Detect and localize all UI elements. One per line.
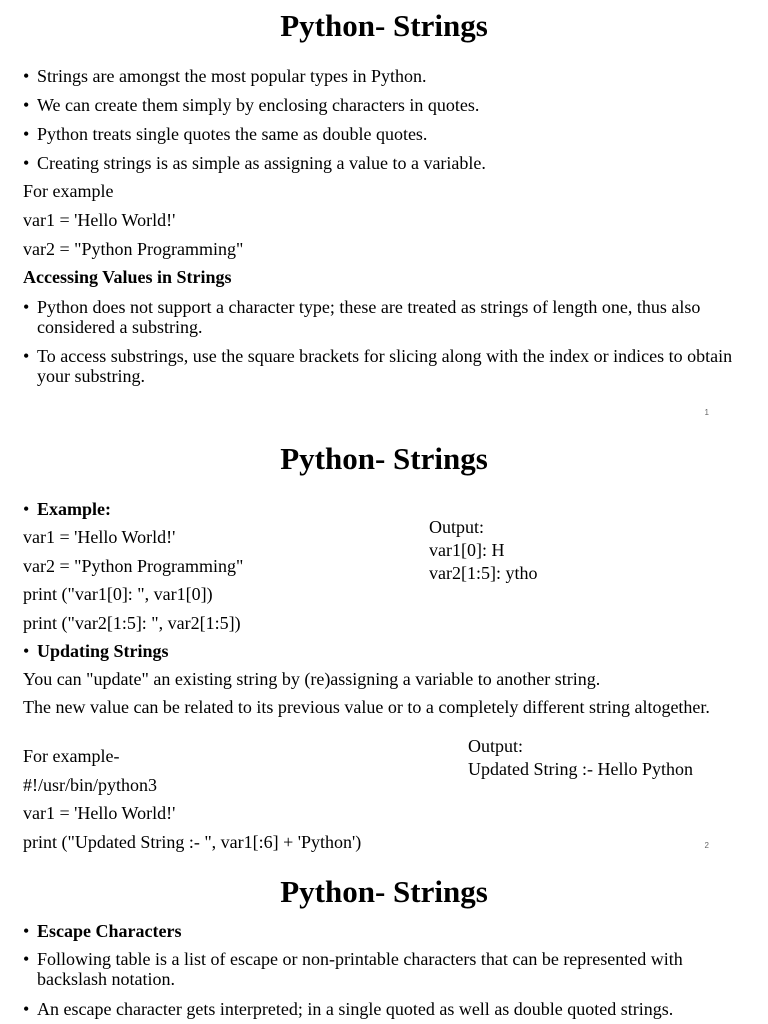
bullet-item: • Python treats single quotes the same as double quotes. [23, 124, 428, 144]
section-heading: Accessing Values in Strings [23, 267, 232, 287]
bullet-icon: • [23, 66, 30, 86]
code-line: var2 = "Python Programming" [23, 239, 244, 259]
bullet-icon: • [23, 346, 30, 366]
slide-title: Python- Strings [280, 441, 488, 476]
bullet-item: • We can create them simply by enclosing characters in quotes. [23, 95, 480, 115]
output-line: Updated String :- Hello Python [468, 759, 693, 779]
slide-3 [0, 866, 768, 1024]
slide-2 [0, 433, 768, 865]
output-label: Output: [468, 736, 524, 756]
page-number: 2 [704, 841, 709, 850]
bullet-item: • Creating strings is as simple as assigning a value to a variable. [23, 153, 486, 173]
bullet-item: • Python does not support a character type; these are treated as strings of length one, thus also considered a substring. [23, 297, 701, 337]
bullet-item: • Strings are amongst the most popular types in Python. [23, 66, 427, 86]
code-line: var1 = 'Hello World!' [23, 527, 176, 547]
code-line: var1 = 'Hello World!' [23, 803, 176, 823]
bullet-item: • Following table is a list of escape or non-printable characters that can be represented with backslash notation. [23, 949, 683, 989]
bullet-icon: • [23, 499, 30, 519]
slide-title: Python- Strings [280, 8, 488, 43]
bullet-icon: • [23, 124, 30, 144]
bullet-icon: • [23, 949, 30, 969]
for-example-label: For example [23, 181, 114, 201]
page-number: 1 [704, 408, 709, 417]
bullet-item: • To access substrings, use the square brackets for slicing along with the index or indices to obtain your substring. [23, 346, 733, 386]
bullet-icon: • [23, 999, 30, 1019]
code-line: print ("var2[1:5]: ", var2[1:5]) [23, 613, 241, 633]
paragraph: The new value can be related to its previous value or to a completely different string altogether. [23, 697, 710, 717]
bullet-item: • An escape character gets interpreted; in a single quoted as well as double quoted strings. [23, 999, 674, 1019]
bullet-item: • Escape Characters [23, 921, 182, 941]
output-line: var1[0]: H [429, 540, 505, 560]
bullet-icon: • [23, 95, 30, 115]
code-line: #!/usr/bin/python3 [23, 775, 157, 795]
code-line: print ("var1[0]: ", var1[0]) [23, 584, 213, 604]
code-line: For example- [23, 746, 120, 766]
bullet-item: • Example: [23, 499, 111, 519]
bullet-item: • Updating Strings [23, 641, 169, 661]
bullet-icon: • [23, 641, 30, 661]
code-line: print ("Updated String :- ", var1[:6] + 'Python') [23, 832, 362, 852]
slide-1 [0, 0, 768, 432]
output-label: Output: [429, 517, 485, 537]
slide-title: Python- Strings [280, 874, 488, 909]
bullet-icon: • [23, 297, 30, 317]
bullet-icon: • [23, 921, 30, 941]
code-line: var1 = 'Hello World!' [23, 210, 176, 230]
bullet-icon: • [23, 153, 30, 173]
output-line: var2[1:5]: ytho [429, 563, 538, 583]
code-line: var2 = "Python Programming" [23, 556, 244, 576]
paragraph: You can "update" an existing string by (re)assigning a variable to another string. [23, 669, 601, 689]
